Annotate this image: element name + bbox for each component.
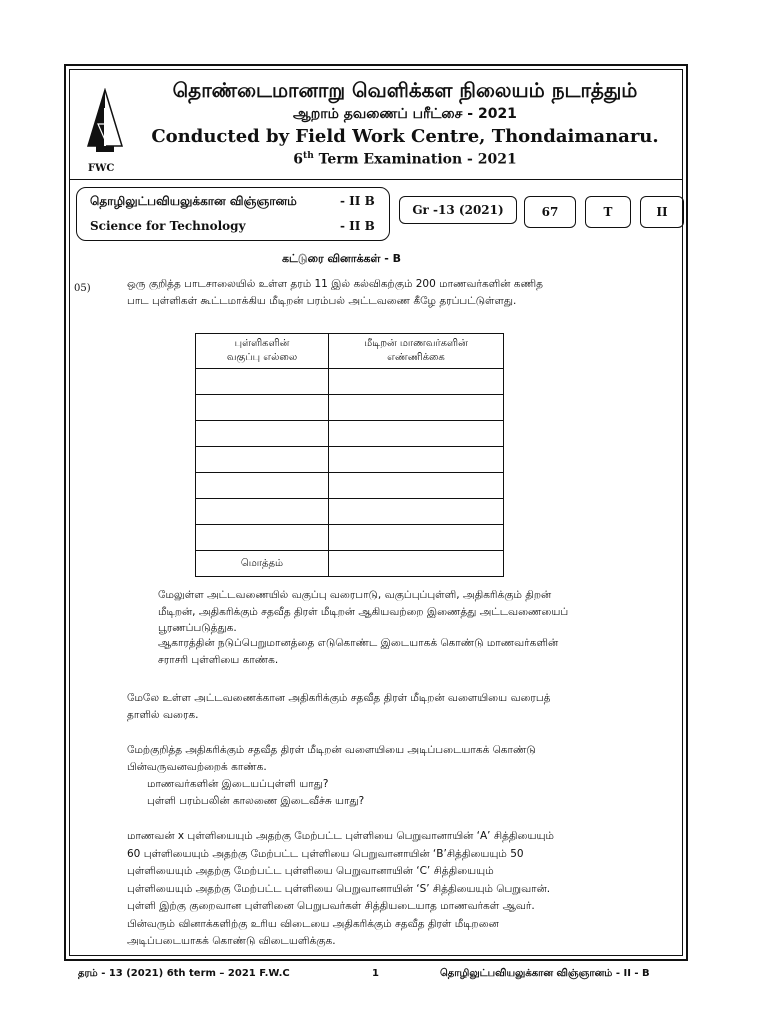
question-number: 05) [74,283,91,294]
text-line: மீடிறன், அதிகரிக்கும் சதவீத திரள் மீடிறன் ஆகியவற்றை இணைத்து அட்டவணையைப் [158,606,569,618]
frequency-table [195,333,504,577]
list-item: மாணவர்களின் இடையப்புள்ளி யாது? [147,778,329,790]
fwc-logo [84,88,126,158]
grade-tag: Gr -13 (2021) [399,196,517,224]
text-line: புள்ளியையும் அதற்கு மேற்பட்ட புள்ளியை பெறுவானாயின் ‘C’ சித்தியையும் [127,865,494,877]
text-line: அடிப்படையாகக் கொண்டு விடையளிக்குக. [127,935,336,947]
list-item: புள்ளி பரம்பலின் காலணை இடைவீச்சு யாது? [147,795,365,807]
logo-label: FWC [88,163,115,174]
part-a-text [158,587,690,669]
text-line: பின்வருவனவற்றைக் காண்க. [127,761,267,773]
question-intro [127,276,690,310]
part-c-text [127,742,690,776]
table-row [196,499,504,525]
paper-tag: II [640,196,684,228]
table-row [196,421,504,447]
table-header-class: புள்ளிகளின் வகுப்பு எல்லை [196,334,329,369]
footer-part: - II - B [615,968,650,979]
table-row [196,395,504,421]
text-line: ஒரு குறித்த பாடசாலையில் உள்ள தரம் 11 இல் கல்விகற்கும் 200 மாணவர்களின் கணித [127,278,543,290]
text-line: மேலுள்ள அட்டவணையில் வகுப்பு வரைபாடு, வகுப்புப்புள்ளி, அதிகரிக்கும் திறன் [158,589,552,601]
footer-page-number: 1 [372,968,379,979]
text-line: ஆகாரத்தின் நடுப்பெறுமானத்தை எடுகொண்ட இடையாகக் கொண்டு மாணவர்களின் [158,637,559,649]
header-exam-title: 6th Term Examination - 2021 [293,151,517,168]
part-b-text [127,690,690,724]
footer-subject: தொழிலுட்பவியலுக்கான விஞ்ஞானம் [440,968,613,979]
text-line: புள்ளி இற்கு குறைவான புள்ளினை பெறுபவர்கள் சித்தியடையாத மாணவர்கள் ஆவர். [127,900,535,912]
header-divider [70,179,682,180]
footer-left: தரம் - 13 (2021) 6th term – 2021 F.W.C [78,968,290,979]
header-tamil-subtitle: ஆறாம் தவணைப் பரீட்சை - 2021 [293,106,517,122]
code-tag: 67 [524,196,576,228]
table-header-frequency: மீடிறன் மாணவர்களின் எண்ணிக்கை [329,334,504,369]
text-line: பாட புள்ளிகள் கூட்டமாக்கிய மீடிறன் பரம்பல் அட்டவணை கீழே தரப்பட்டுள்ளது. [127,295,517,307]
table-row [196,473,504,499]
header-english-title: Conducted by Field Work Centre, Thondaimanaru. [151,126,659,147]
text-line: 60 புள்ளியையும் அதற்கு மேற்பட்ட புள்ளியை பெறுவானாயின் ‘B’சித்தியையும் 50 [127,847,524,860]
text-line: மேற்குறித்த அதிகரிக்கும் சதவீத திரள் மீடிறன் வளையியை அடிப்படையாகக் கொண்டு [127,744,536,756]
table-row [196,525,504,551]
table-total-row [196,551,504,577]
text-line: பின்வரும் வினாக்களிற்கு உரிய விடையை அதிகரிக்கும் சதவீத திரள் மீடிறனை [127,917,499,930]
subject-english-name: Science for Technology [90,219,246,233]
section-title: கட்டுரை வினாக்கள் - B [282,252,402,265]
subject-tamil-part: - II B [340,194,375,208]
text-line: தாளில் வரைக. [127,709,199,721]
subject-tamil-row [90,194,375,210]
text-line: மேலே உள்ள அட்டவணைக்கான அதிகரிக்கும் சதவீத திரள் மீடிறன் வளையியை வரைபத் [127,692,551,704]
table-row [196,447,504,473]
letter-tag: T [585,196,631,228]
table-row [196,369,504,395]
subject-tamil-name: தொழிலுட்பவியலுக்கான விஞ்ஞானம் [90,194,297,208]
table-total-label: மொத்தம் [196,551,329,577]
text-line: புள்ளியையும் அதற்கு மேற்பட்ட புள்ளியை பெறுவானாயின் ‘S’ சித்தியையும் பெறுவான். [127,882,551,895]
subject-english-part: - II B [340,219,375,233]
text-line: மாணவன் x புள்ளியையும் அதற்கு மேற்பட்ட புள்ளியை பெறுவானாயின் ‘A’ சித்தியையும் [127,830,554,842]
part-d-text [127,828,690,951]
footer-right [440,968,650,980]
subject-english-row [90,219,375,233]
part-c-items [147,776,687,810]
header-tamil-title: தொண்டைமானாறு வெளிக்கள நிலையம் நடாத்தும் [172,78,638,102]
text-line: சராசரி புள்ளியை காண்க. [158,654,279,666]
text-line: பூரணப்படுத்துக. [158,622,237,634]
